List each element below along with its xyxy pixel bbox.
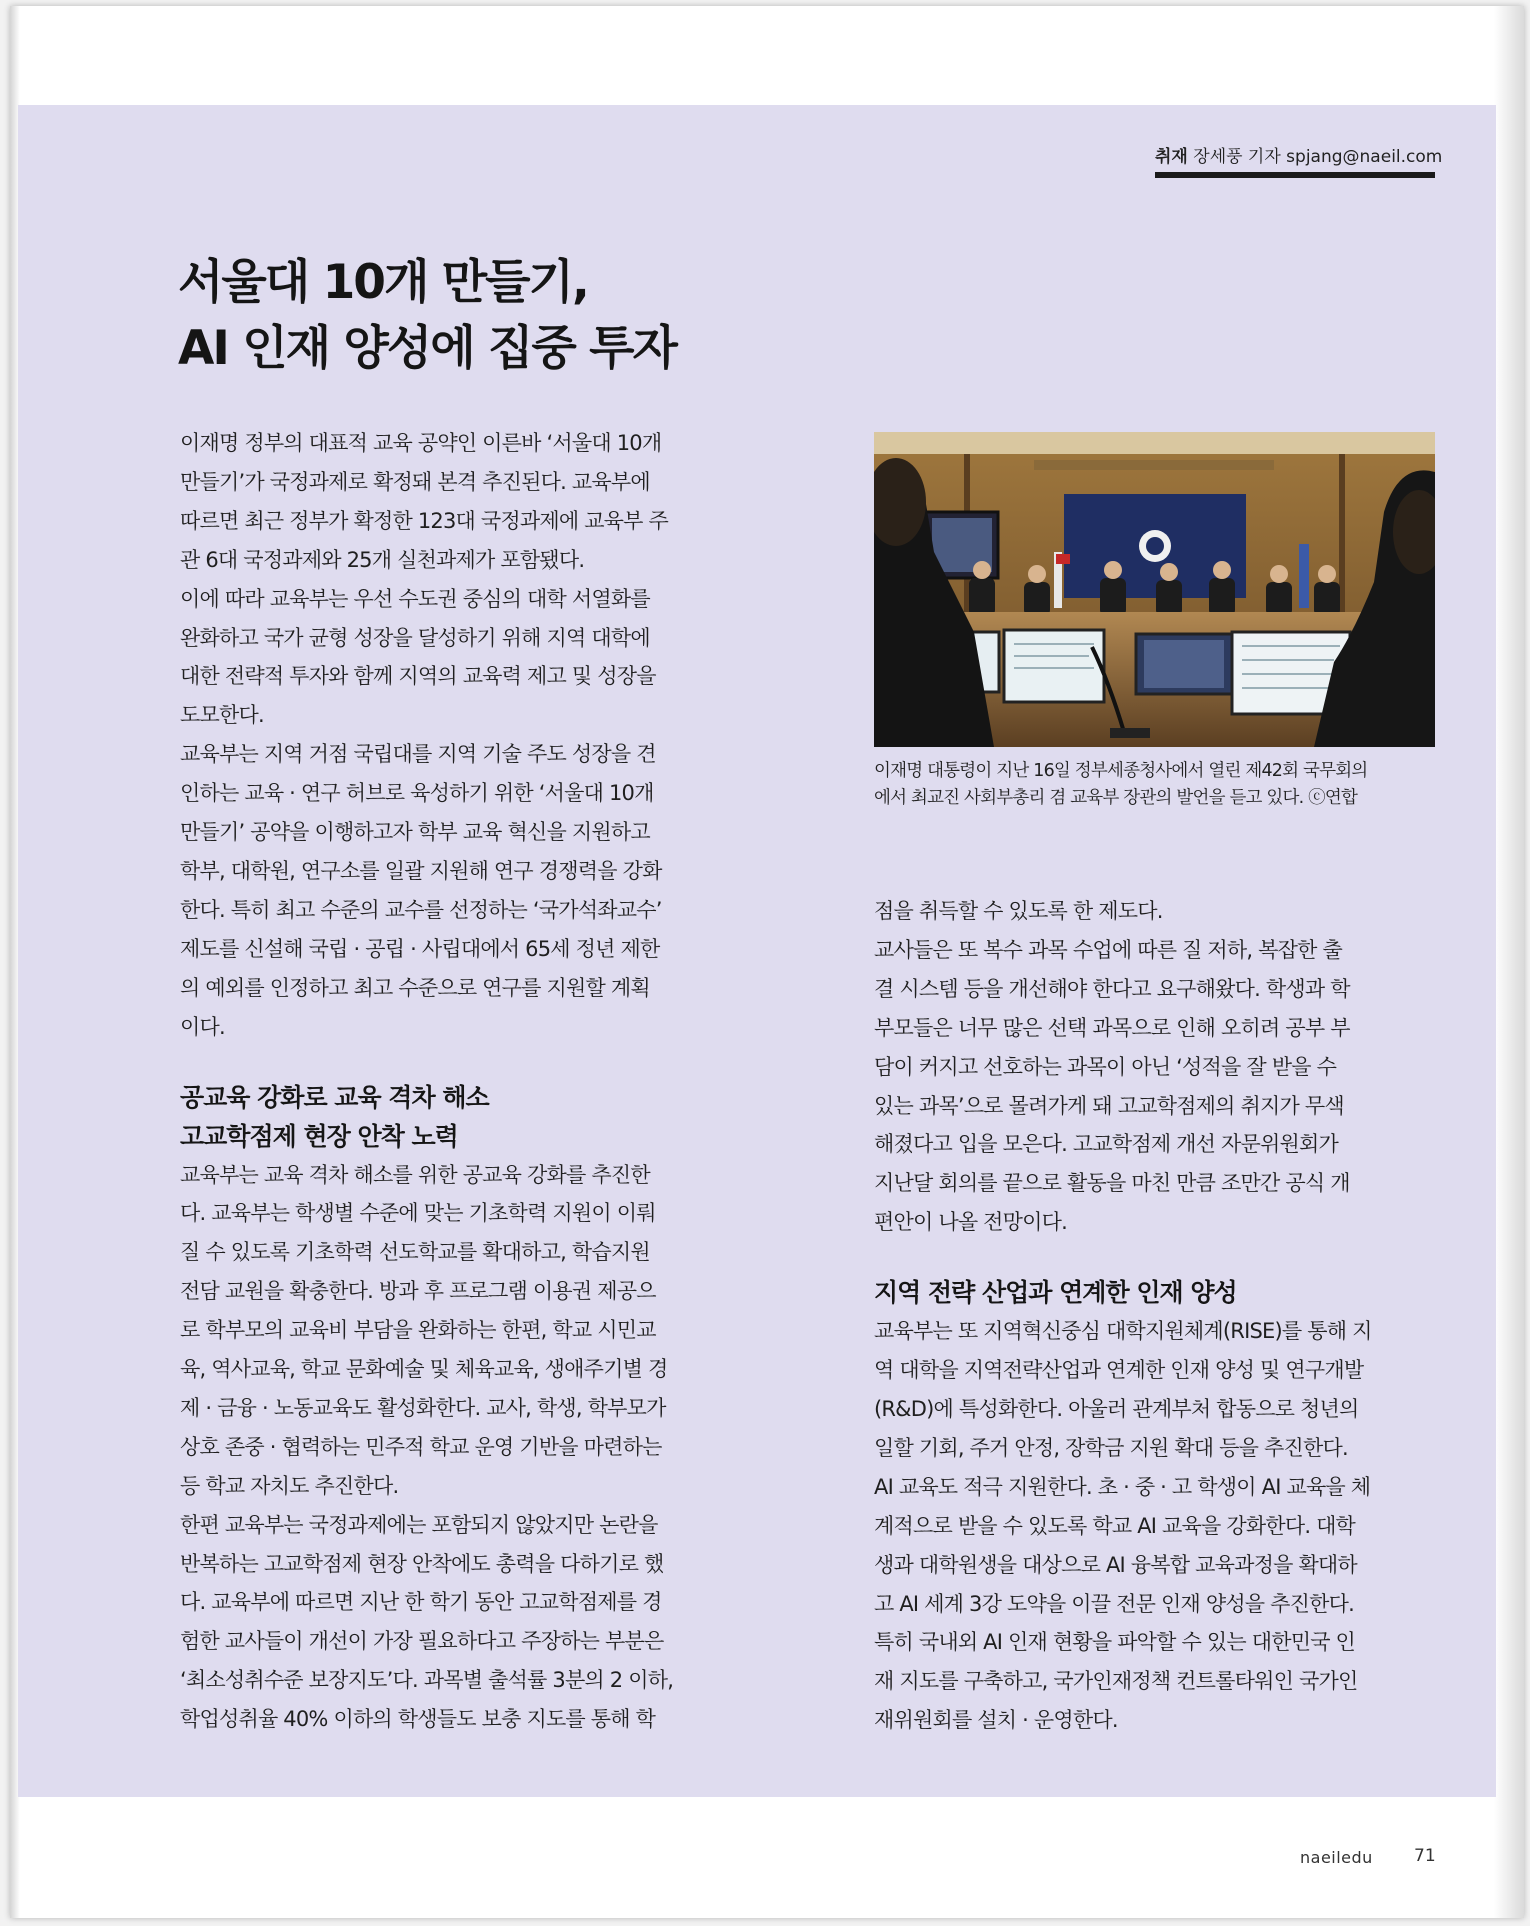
text-line: 따르면 최근 정부가 확정한 123대 국정과제에 교육부 주 [180, 508, 669, 533]
text-line: 한편 교육부는 국정과제에는 포함되지 않았지만 논란을 [180, 1512, 658, 1537]
text-line: 특히 국내외 AI 인재 현황을 파악할 수 있는 대한민국 인 [874, 1630, 1356, 1655]
cabinet-meeting-photo [874, 432, 1435, 747]
headline-line-2: AI 인재 양성에 집중 투자 [178, 321, 676, 376]
text-line: 학부, 대학원, 연구소를 일괄 지원해 연구 경쟁력을 강화 [180, 858, 662, 883]
left-column [180, 424, 740, 1739]
byline [1155, 142, 1443, 167]
text-line: 역 대학을 지역전략산업과 연계한 인재 양성 및 연구개발 [874, 1358, 1364, 1383]
text-line: 계적으로 받을 수 있도록 학교 AI 교육을 강화한다. 대학 [874, 1513, 1356, 1538]
text-line: 부모들은 너무 많은 선택 과목으로 인해 오히려 공부 부 [874, 1015, 1350, 1040]
text-line: 편안이 나올 전망이다. [874, 1210, 1067, 1235]
subhead-line-2: 고교학점제 현장 안착 노력 [180, 1121, 458, 1151]
text-line: 일할 기회, 주거 안정, 장학금 지원 확대 등을 추진한다. [874, 1435, 1348, 1460]
text-line: (R&D)에 특성화한다. 아울러 관계부처 합동으로 청년의 [874, 1396, 1359, 1421]
text-line: 반복하는 고교학점제 현장 안착에도 총력을 다하기로 했 [180, 1551, 664, 1576]
photo-caption [874, 758, 1436, 812]
text-line: 지난달 회의를 끝으로 활동을 마친 만큼 조만간 공식 개 [874, 1171, 1350, 1196]
headline-line-1: 서울대 10개 만들기, [178, 255, 588, 310]
text-line: ‘최소성취수준 보장지도’다. 과목별 출석률 3분의 2 이하, [180, 1668, 674, 1693]
text-line: 만들기’가 국정과제로 확정돼 본격 추진된다. 교육부에 [180, 469, 650, 494]
caption-line-2: 에서 최교진 사회부총리 겸 교육부 장관의 발언을 듣고 있다. ⓒ연합 [874, 788, 1358, 808]
paragraph [180, 424, 740, 580]
text-line: 고 AI 세계 3강 도약을 이끌 전문 인재 양성을 추진한다. [874, 1591, 1354, 1616]
paragraph [874, 1468, 1434, 1740]
section-subhead-education-gap [180, 1078, 740, 1156]
text-line: 학업성취율 40% 이하의 학생들도 보충 지도를 통해 학 [180, 1707, 656, 1732]
text-line: 교육부는 또 지역혁신중심 대학지원체계(RISE)를 통해 지 [874, 1319, 1372, 1344]
text-line: 교육부는 교육 격차 해소를 위한 공교육 강화를 추진한 [180, 1162, 650, 1187]
text-line: 등 학교 자치도 추진한다. [180, 1473, 399, 1498]
page-edge-shadow [1494, 6, 1524, 1918]
byline-rule [1155, 172, 1435, 178]
text-line: 제 · 금융 · 노동교육도 활성화한다. 교사, 학생, 학부모가 [180, 1395, 666, 1420]
text-line: 결 시스템 등을 개선해야 한다고 요구해왔다. 학생과 학 [874, 976, 1350, 1001]
text-line: 있는 과목’으로 몰려가게 돼 고교학점제의 취지가 무색 [874, 1093, 1344, 1118]
paragraph [180, 1156, 740, 1506]
text-line: 재위원회를 설치 · 운영한다. [874, 1708, 1118, 1733]
text-line: 관 6대 국정과제와 25개 실천과제가 포함됐다. [180, 547, 585, 572]
text-line: 이에 따라 교육부는 우선 수도권 중심의 대학 서열화를 [180, 586, 650, 611]
text-line: 험한 교사들이 개선이 가장 필요하다고 주장하는 부분은 [180, 1629, 664, 1654]
text-line: AI 교육도 적극 지원한다. 초 · 중 · 고 학생이 AI 교육을 체 [874, 1474, 1371, 1499]
paragraph [180, 580, 740, 736]
byline-reporter: 장세풍 기자 spjang@naeil.com [1193, 147, 1443, 167]
text-line: 교육부는 지역 거점 국립대를 지역 기술 주도 성장을 견 [180, 742, 656, 767]
text-line: 이재명 정부의 대표적 교육 공약인 이른바 ‘서울대 10개 [180, 431, 662, 455]
text-line: 대한 전략적 투자와 함께 지역의 교육력 제고 및 성장을 [180, 664, 656, 689]
text-line: 육, 역사교육, 학교 문화예술 및 체육교육, 생애주기별 경 [180, 1357, 668, 1382]
text-line: 상호 존중 · 협력하는 민주적 학교 운영 기반을 마련하는 [180, 1434, 662, 1459]
text-line: 다. 교육부는 학생별 수준에 맞는 기초학력 지원이 이뤄 [180, 1201, 656, 1226]
right-column [874, 892, 1434, 1740]
text-line: 해졌다고 입을 모은다. 고교학점제 개선 자문위원회가 [874, 1132, 1338, 1157]
text-line: 다. 교육부에 따르면 지난 한 학기 동안 고교학점제를 경 [180, 1590, 662, 1615]
text-line: 담이 커지고 선호하는 과목이 아닌 ‘성적을 잘 받을 수 [874, 1054, 1337, 1079]
paragraph [180, 1506, 740, 1739]
photo-illustration [874, 432, 1435, 747]
paragraph [874, 892, 1434, 931]
text-line: 이다. [180, 1014, 225, 1039]
text-line: 전담 교원을 확충한다. 방과 후 프로그램 이용권 제공으 [180, 1279, 656, 1304]
text-line: 제도를 신설해 국립 · 공립 · 사립대에서 65세 정년 제한 [180, 936, 660, 961]
text-line: 점을 취득할 수 있도록 한 제도다. [874, 899, 1163, 923]
byline-label: 취재 [1155, 147, 1188, 167]
paragraph [180, 735, 740, 1046]
footer-magazine-name: naeiledu [1300, 1848, 1373, 1867]
text-line: 의 예외를 인정하고 최고 수준으로 연구를 지원할 계획 [180, 975, 650, 1000]
text-line: 재 지도를 구축하고, 국가인재정책 컨트롤타워인 국가인 [874, 1669, 1358, 1694]
text-line: 질 수 있도록 기초학력 선도학교를 확대하고, 학습지원 [180, 1240, 650, 1265]
text-line: 완화하고 국가 균형 성장을 달성하기 위해 지역 대학에 [180, 625, 650, 650]
paragraph [874, 1312, 1434, 1468]
text-line: 교사들은 또 복수 과목 수업에 따른 질 저하, 복잡한 출 [874, 937, 1342, 962]
page-number: 71 [1414, 1846, 1436, 1866]
section-subhead-regional-talent: 지역 전략 산업과 연계한 인재 양성 [874, 1278, 1237, 1308]
subhead-line-1: 공교육 강화로 교육 격차 해소 [180, 1082, 489, 1112]
paragraph [874, 931, 1434, 1242]
text-line: 만들기’ 공약을 이행하고자 학부 교육 혁신을 지원하고 [180, 820, 650, 845]
text-line: 한다. 특히 최고 수준의 교수를 선정하는 ‘국가석좌교수’ [180, 897, 662, 922]
text-line: 인하는 교육 · 연구 허브로 육성하기 위한 ‘서울대 10개 [180, 781, 654, 806]
article-headline [178, 250, 676, 382]
caption-line-1: 이재명 대통령이 지난 16일 정부세종청사에서 열린 제42회 국무회의 [874, 761, 1368, 781]
text-line: 로 학부모의 교육비 부담을 완화하는 한편, 학교 시민교 [180, 1318, 656, 1343]
text-line: 생과 대학원생을 대상으로 AI 융복합 교육과정을 확대하 [874, 1552, 1357, 1577]
text-line: 도모한다. [180, 703, 264, 728]
